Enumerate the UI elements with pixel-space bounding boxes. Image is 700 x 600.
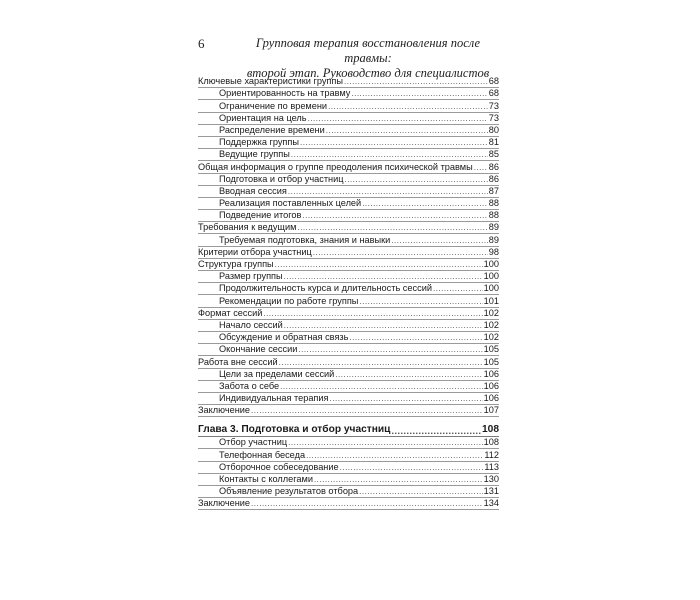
toc-dot-leader bbox=[326, 126, 488, 136]
toc-dot-leader bbox=[251, 499, 483, 509]
toc-entry-page: 86 bbox=[488, 161, 499, 172]
toc-entry bbox=[198, 393, 499, 405]
toc-entry-label: Размер группы bbox=[219, 271, 283, 282]
toc-entry-page: 68 bbox=[488, 88, 499, 99]
toc-entry-page: 100 bbox=[483, 283, 499, 294]
toc-entry-label: Продолжительность курса и длительность сессий bbox=[219, 283, 432, 294]
running-title bbox=[234, 36, 502, 81]
toc-entry-label: Вводная сессия bbox=[219, 185, 287, 196]
toc-entry-label: Структура группы bbox=[198, 259, 274, 269]
toc-entry-page: 130 bbox=[483, 474, 499, 484]
toc-entry-label: Контакты с коллегами bbox=[219, 474, 313, 484]
toc-entry-label: Формат сессий bbox=[198, 307, 263, 318]
toc-entry-page: 87 bbox=[488, 185, 499, 196]
toc-entry bbox=[198, 332, 499, 344]
toc-dot-leader bbox=[280, 382, 483, 392]
toc-dot-leader bbox=[349, 333, 482, 343]
toc-entry bbox=[198, 198, 499, 210]
toc-entry-label: Общая информация о группе преодоления психической травмы bbox=[198, 161, 473, 172]
toc-entry-label: Работа вне сессий bbox=[198, 356, 278, 367]
toc-dot-leader bbox=[284, 321, 483, 331]
toc-dot-leader bbox=[306, 451, 483, 461]
toc-entry bbox=[198, 271, 499, 283]
toc-dot-leader bbox=[288, 187, 488, 197]
toc-entry bbox=[198, 283, 499, 295]
toc-entry bbox=[198, 259, 499, 271]
page-number: 6 bbox=[198, 36, 205, 51]
toc-entry-label: Объявление результатов отбора bbox=[219, 486, 359, 497]
toc-entry-label: Телефонная беседа bbox=[219, 449, 306, 460]
toc-entry-page: 86 bbox=[488, 173, 499, 184]
toc-entry-label: Распределение времени bbox=[219, 124, 325, 135]
toc-entry-page: 102 bbox=[483, 319, 499, 330]
toc-entry-page: 89 bbox=[488, 234, 499, 245]
toc-entry bbox=[198, 344, 499, 356]
toc-entry-label: Критерии отбора участниц bbox=[198, 246, 312, 257]
toc-dot-leader bbox=[297, 223, 487, 233]
toc-entry bbox=[198, 308, 499, 320]
toc-entry bbox=[198, 320, 499, 332]
toc-entry bbox=[198, 474, 499, 486]
toc-entry bbox=[198, 437, 499, 449]
toc-entry-label: Заключение bbox=[198, 405, 251, 416]
toc-entry-label: Обсуждение и обратная связь bbox=[219, 332, 349, 343]
toc-dot-leader bbox=[251, 406, 483, 416]
toc-entry-label: Ключевые характеристики группы bbox=[198, 76, 343, 87]
toc-entry-label: Подготовка и отбор участниц bbox=[219, 173, 344, 184]
running-title-line-1: Групповая терапия восстановления после травмы: bbox=[255, 36, 481, 65]
toc-entry-page: 105 bbox=[483, 356, 499, 367]
toc-entry-label: Ориентированность на травму bbox=[219, 88, 351, 99]
toc-dot-leader bbox=[335, 370, 482, 380]
toc-entry-label: Подведение итогов bbox=[219, 210, 302, 221]
toc-entry bbox=[198, 149, 499, 161]
toc-entry-label: Индивидуальная терапия bbox=[219, 393, 329, 404]
toc-entry bbox=[198, 449, 499, 461]
toc-entry bbox=[198, 486, 499, 498]
toc-entry-page: 106 bbox=[483, 368, 499, 379]
toc-dot-leader bbox=[474, 163, 488, 173]
toc-entry bbox=[198, 369, 499, 381]
toc-entry-label: Окончание сессии bbox=[219, 344, 298, 355]
toc-dot-leader bbox=[340, 463, 484, 473]
toc-entry-page: 85 bbox=[488, 149, 499, 160]
toc-dot-leader bbox=[298, 345, 482, 355]
toc-dot-leader bbox=[359, 297, 482, 307]
toc-dot-leader bbox=[263, 309, 482, 319]
toc-dot-leader bbox=[288, 438, 483, 448]
toc-entry-label: Ведущие группы bbox=[219, 149, 290, 160]
toc-entry-label: Требуемая подготовка, знания и навыки bbox=[219, 234, 391, 245]
toc-dot-leader bbox=[328, 102, 488, 112]
toc-dot-leader bbox=[275, 260, 483, 270]
toc-dot-leader bbox=[291, 150, 488, 160]
toc-entry-label: Отборочное собеседование bbox=[219, 461, 339, 472]
toc-entry-page: 112 bbox=[484, 449, 499, 460]
toc-entry bbox=[198, 174, 499, 186]
toc-entry-label: Начало сессий bbox=[219, 319, 283, 330]
toc-entry-page: 106 bbox=[483, 380, 499, 391]
toc-entry bbox=[198, 247, 499, 259]
toc-entry bbox=[198, 295, 499, 307]
toc-dot-leader bbox=[308, 114, 488, 124]
toc-entry-label: Отбор участниц bbox=[219, 437, 288, 448]
toc-dot-leader bbox=[300, 138, 488, 148]
toc-chapter-entry bbox=[198, 417, 499, 437]
toc-entry-label: Требования к ведущим bbox=[198, 222, 297, 233]
toc-entry-label: Поддержка группы bbox=[219, 137, 299, 148]
toc-entry-page: 100 bbox=[483, 259, 499, 269]
toc-entry bbox=[198, 186, 499, 198]
toc-dot-leader bbox=[279, 358, 483, 368]
toc-entry-page: 98 bbox=[488, 246, 499, 257]
toc-entry-page: 80 bbox=[488, 124, 499, 135]
toc-entry-page: 108 bbox=[483, 437, 499, 448]
toc-entry-page: 73 bbox=[488, 100, 499, 111]
toc-entry bbox=[198, 161, 499, 173]
toc-entry-page: 131 bbox=[483, 486, 499, 497]
toc-entry bbox=[198, 222, 499, 234]
toc-entry-page: 107 bbox=[483, 405, 499, 416]
toc-dot-leader bbox=[433, 284, 483, 294]
toc-entry-page: 100 bbox=[483, 271, 499, 282]
toc-entry-page: 102 bbox=[483, 307, 499, 318]
toc-dot-leader bbox=[302, 211, 487, 221]
running-title-line-2: второй этап. Руководство для специалистов bbox=[246, 66, 490, 80]
toc-entry bbox=[198, 498, 499, 510]
toc-entry bbox=[198, 137, 499, 149]
toc-entry-page: 106 bbox=[483, 393, 499, 404]
toc-entry bbox=[198, 88, 499, 100]
toc-entry-page: 113 bbox=[484, 461, 499, 472]
toc-entry bbox=[198, 462, 499, 474]
toc-entry-page: 88 bbox=[488, 210, 499, 221]
toc-entry-page: 108 bbox=[482, 424, 499, 436]
toc-entry-page: 105 bbox=[483, 344, 499, 355]
toc-dot-leader bbox=[391, 236, 487, 246]
toc-entry-page: 101 bbox=[483, 295, 499, 306]
toc-entry-page: 81 bbox=[488, 137, 499, 148]
toc-entry-page: 134 bbox=[483, 498, 499, 509]
toc-entry-label: Заключение bbox=[198, 498, 251, 509]
toc-entry bbox=[198, 76, 499, 88]
toc-dot-leader bbox=[314, 475, 483, 485]
toc-entry bbox=[198, 100, 499, 112]
toc-dot-leader bbox=[284, 272, 483, 282]
table-of-contents bbox=[198, 76, 499, 510]
toc-entry-page: 73 bbox=[488, 112, 499, 123]
toc-entry-label: Ориентация на цель bbox=[219, 112, 307, 123]
toc-dot-leader bbox=[345, 175, 488, 185]
toc-entry-label: Ограничение по времени bbox=[219, 100, 328, 111]
toc-dot-leader bbox=[351, 89, 487, 99]
toc-entry-page: 88 bbox=[488, 198, 499, 209]
toc-entry-page: 68 bbox=[488, 76, 499, 87]
toc-entry bbox=[198, 125, 499, 137]
toc-dot-leader bbox=[391, 426, 481, 436]
toc-dot-leader bbox=[359, 487, 483, 497]
toc-entry-label: Цели за пределами сессий bbox=[219, 368, 335, 379]
toc-entry-label: Глава 3. Подготовка и отбор участниц bbox=[198, 424, 391, 436]
toc-entry bbox=[198, 210, 499, 222]
toc-entry-page: 102 bbox=[483, 332, 499, 343]
toc-entry bbox=[198, 356, 499, 368]
toc-entry bbox=[198, 113, 499, 125]
toc-entry-label: Забота о себе bbox=[219, 380, 280, 391]
toc-dot-leader bbox=[362, 199, 488, 209]
page-header bbox=[198, 36, 508, 80]
toc-dot-leader bbox=[313, 248, 488, 258]
toc-entry bbox=[198, 381, 499, 393]
toc-dot-leader bbox=[330, 394, 483, 404]
toc-entry-label: Рекомендации по работе группы bbox=[219, 295, 359, 306]
toc-entry-page: 89 bbox=[488, 222, 499, 233]
toc-entry bbox=[198, 234, 499, 246]
toc-entry bbox=[198, 405, 499, 417]
toc-dot-leader bbox=[344, 77, 488, 87]
toc-entry-label: Реализация поставленных целей bbox=[219, 198, 362, 209]
